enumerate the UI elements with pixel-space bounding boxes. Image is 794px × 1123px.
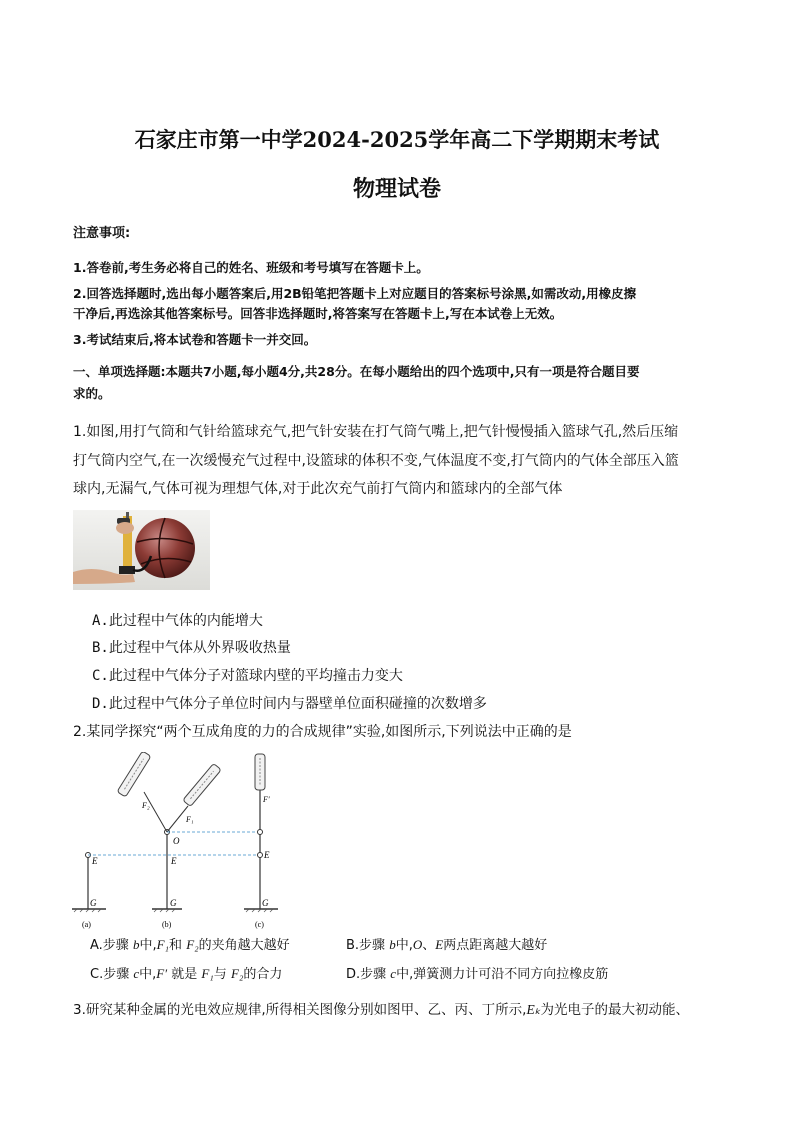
q3-stem: 3.研究某种金属的光电效应规律,所得相关图像分别如图甲、乙、丙、丁所示,Eₖ为光电子的最大初动能、 — [73, 1002, 689, 1018]
label-b: (b) — [162, 920, 172, 929]
label-f2: F₂ — [142, 801, 150, 810]
q2-stem: 2.某同学探究“两个互成角度的力的合成规律”实验,如图所示,下列说法中正确的是 — [73, 724, 572, 740]
label-g-c: G — [262, 898, 269, 908]
force-composition-diagram — [72, 752, 292, 932]
q1-option-a: A.此过程中气体的内能增大 — [92, 613, 263, 629]
label-e-c: E — [264, 850, 270, 860]
label-e-a: E — [92, 856, 98, 866]
diagram-panel-a — [72, 853, 106, 930]
exam-title: 石家庄市第一中学2024-2025学年高二下学期期末考试 — [134, 127, 660, 152]
q1-option-c: C.此过程中气体分子对篮球内壁的平均撞击力变大 — [92, 668, 403, 684]
diagram-panel-c — [244, 754, 278, 929]
q2-option-b: B.步骤 b中,O、E两点距离越大越好 — [346, 937, 548, 953]
q2-option-d: D.步骤 c中,弹簧测力计可沿不同方向拉橡皮筋 — [346, 966, 609, 982]
diagram-panel-b — [117, 752, 221, 929]
label-f1: F₁ — [186, 815, 194, 824]
q1-option-b: B.此过程中气体从外界吸收热量 — [92, 640, 291, 656]
label-c: (c) — [255, 920, 264, 929]
label-a: (a) — [82, 920, 91, 929]
q2-option-a: A.步骤 b中,F₁和 F₂的夹角越大越好 — [90, 937, 290, 953]
q1-stem-line: 1.如图,用打气筒和气针给篮球充气,把气针安装在打气筒气嘴上,把气针慢慢插入篮球气孔,然后压缩 — [73, 424, 679, 440]
label-g-b: G — [170, 898, 177, 908]
label-g-a: G — [90, 898, 97, 908]
notice-item: 3.考试结束后,将本试卷和答题卡一并交回。 — [73, 332, 317, 347]
section-heading: 一、单项选择题:本题共7小题,每小题4分,共28分。在每小题给出的四个选项中,只有一项是符合题目要 — [73, 364, 640, 379]
notice-item: 干净后,再选涂其他答案标号。回答非选择题时,将答案写在答题卡上,写在本试卷上无效。 — [73, 306, 563, 321]
q1-stem-line: 球内,无漏气,气体可视为理想气体,对于此次充气前打气筒内和篮球内的全部气体 — [73, 481, 563, 497]
q1-stem-line: 打气筒内空气,在一次缓慢充气过程中,设篮球的体积不变,气体温度不变,打气筒内的气体全部压入篮 — [73, 453, 679, 469]
label-fp: F′ — [263, 795, 270, 804]
notice-item: 1.答卷前,考生务必将自己的姓名、班级和考号填写在答题卡上。 — [73, 260, 429, 275]
notice-heading: 注意事项: — [73, 226, 131, 241]
label-e-b: E — [171, 856, 177, 866]
exam-subtitle: 物理试卷 — [352, 176, 441, 202]
section-heading-cont: 求的。 — [73, 386, 111, 401]
q1-option-d: D.此过程中气体分子单位时间内与器壁单位面积碰撞的次数增多 — [92, 696, 487, 712]
q2-option-c: C.步骤 c中,F′ 就是 F₁与 F₂的合力 — [90, 966, 283, 982]
notice-item: 2.回答选择题时,选出每小题答案后,用2B铅笔把答题卡上对应题目的答案标号涂黑,如需改动,用橡皮擦 — [73, 286, 637, 301]
basketball-pump-photo — [73, 510, 210, 590]
label-o: O — [173, 836, 180, 846]
